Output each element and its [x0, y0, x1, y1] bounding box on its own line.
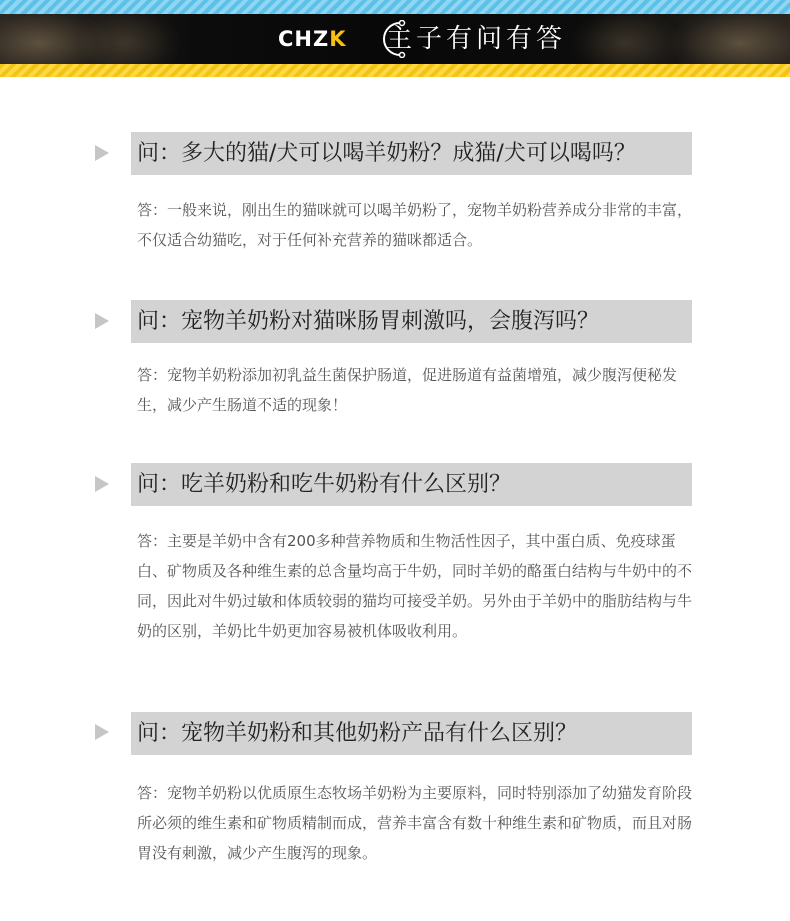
top-decorative-strip [0, 0, 790, 14]
yellow-decorative-strip [0, 64, 790, 77]
faq-question: 问：吃羊奶粉和吃牛奶粉有什么区别？ [131, 463, 692, 506]
play-arrow-icon [95, 724, 109, 740]
faq-question: 问：宠物羊奶粉和其他奶粉产品有什么区别？ [131, 712, 692, 755]
background-dog-photo [70, 14, 180, 64]
faq-question: 问：宠物羊奶粉对猫咪肠胃刺激吗，会腹泻吗？ [131, 300, 692, 343]
faq-answer: 答：宠物羊奶粉以优质原生态牧场羊奶粉为主要原料，同时特别添加了幼猫发育阶段所必须的维生素和矿物质精制而成，营养丰富含有数十种维生素和矿物质，而且对肠胃没有刺激，减少产生腹泻的现象。 [137, 784, 693, 862]
brand-logo [278, 28, 347, 50]
faq-answer: 答：主要是羊奶中含有200多种营养物质和生物活性因子，其中蛋白质、免疫球蛋白、矿物质及各种维生素的总含量均高于牛奶，同时羊奶的酪蛋白结构与牛奶中的不同，因此对牛奶过敏和体质较弱的猫均可接受羊奶。另外由于羊奶中的脂肪结构与牛奶的区别，羊奶比牛奶更加容易被机体吸收利用。 [137, 532, 693, 640]
brand-logo-accent: K [329, 27, 347, 51]
background-dog-photo [670, 14, 790, 64]
faq-question: 问：多大的猫/犬可以喝羊奶粉？成猫/犬可以喝吗？ [131, 132, 692, 175]
play-arrow-icon [95, 476, 109, 492]
faq-answer: 答：宠物羊奶粉添加初乳益生菌保护肠道，促进肠道有益菌增殖，减少腹泻便秘发生，减少产生肠道不适的现象！ [137, 366, 678, 414]
background-dog-photo [570, 14, 680, 64]
page-title: 主子有问有答 [386, 24, 567, 54]
play-arrow-icon [95, 313, 109, 329]
header-banner [0, 14, 790, 64]
brand-logo-text: CHZ [278, 27, 330, 51]
play-arrow-icon [95, 145, 109, 161]
faq-answer: 答：一般来说，刚出生的猫咪就可以喝羊奶粉了，宠物羊奶粉营养成分非常的丰富，不仅适合幼猫吃，对于任何补充营养的猫咪都适合。 [137, 201, 693, 249]
